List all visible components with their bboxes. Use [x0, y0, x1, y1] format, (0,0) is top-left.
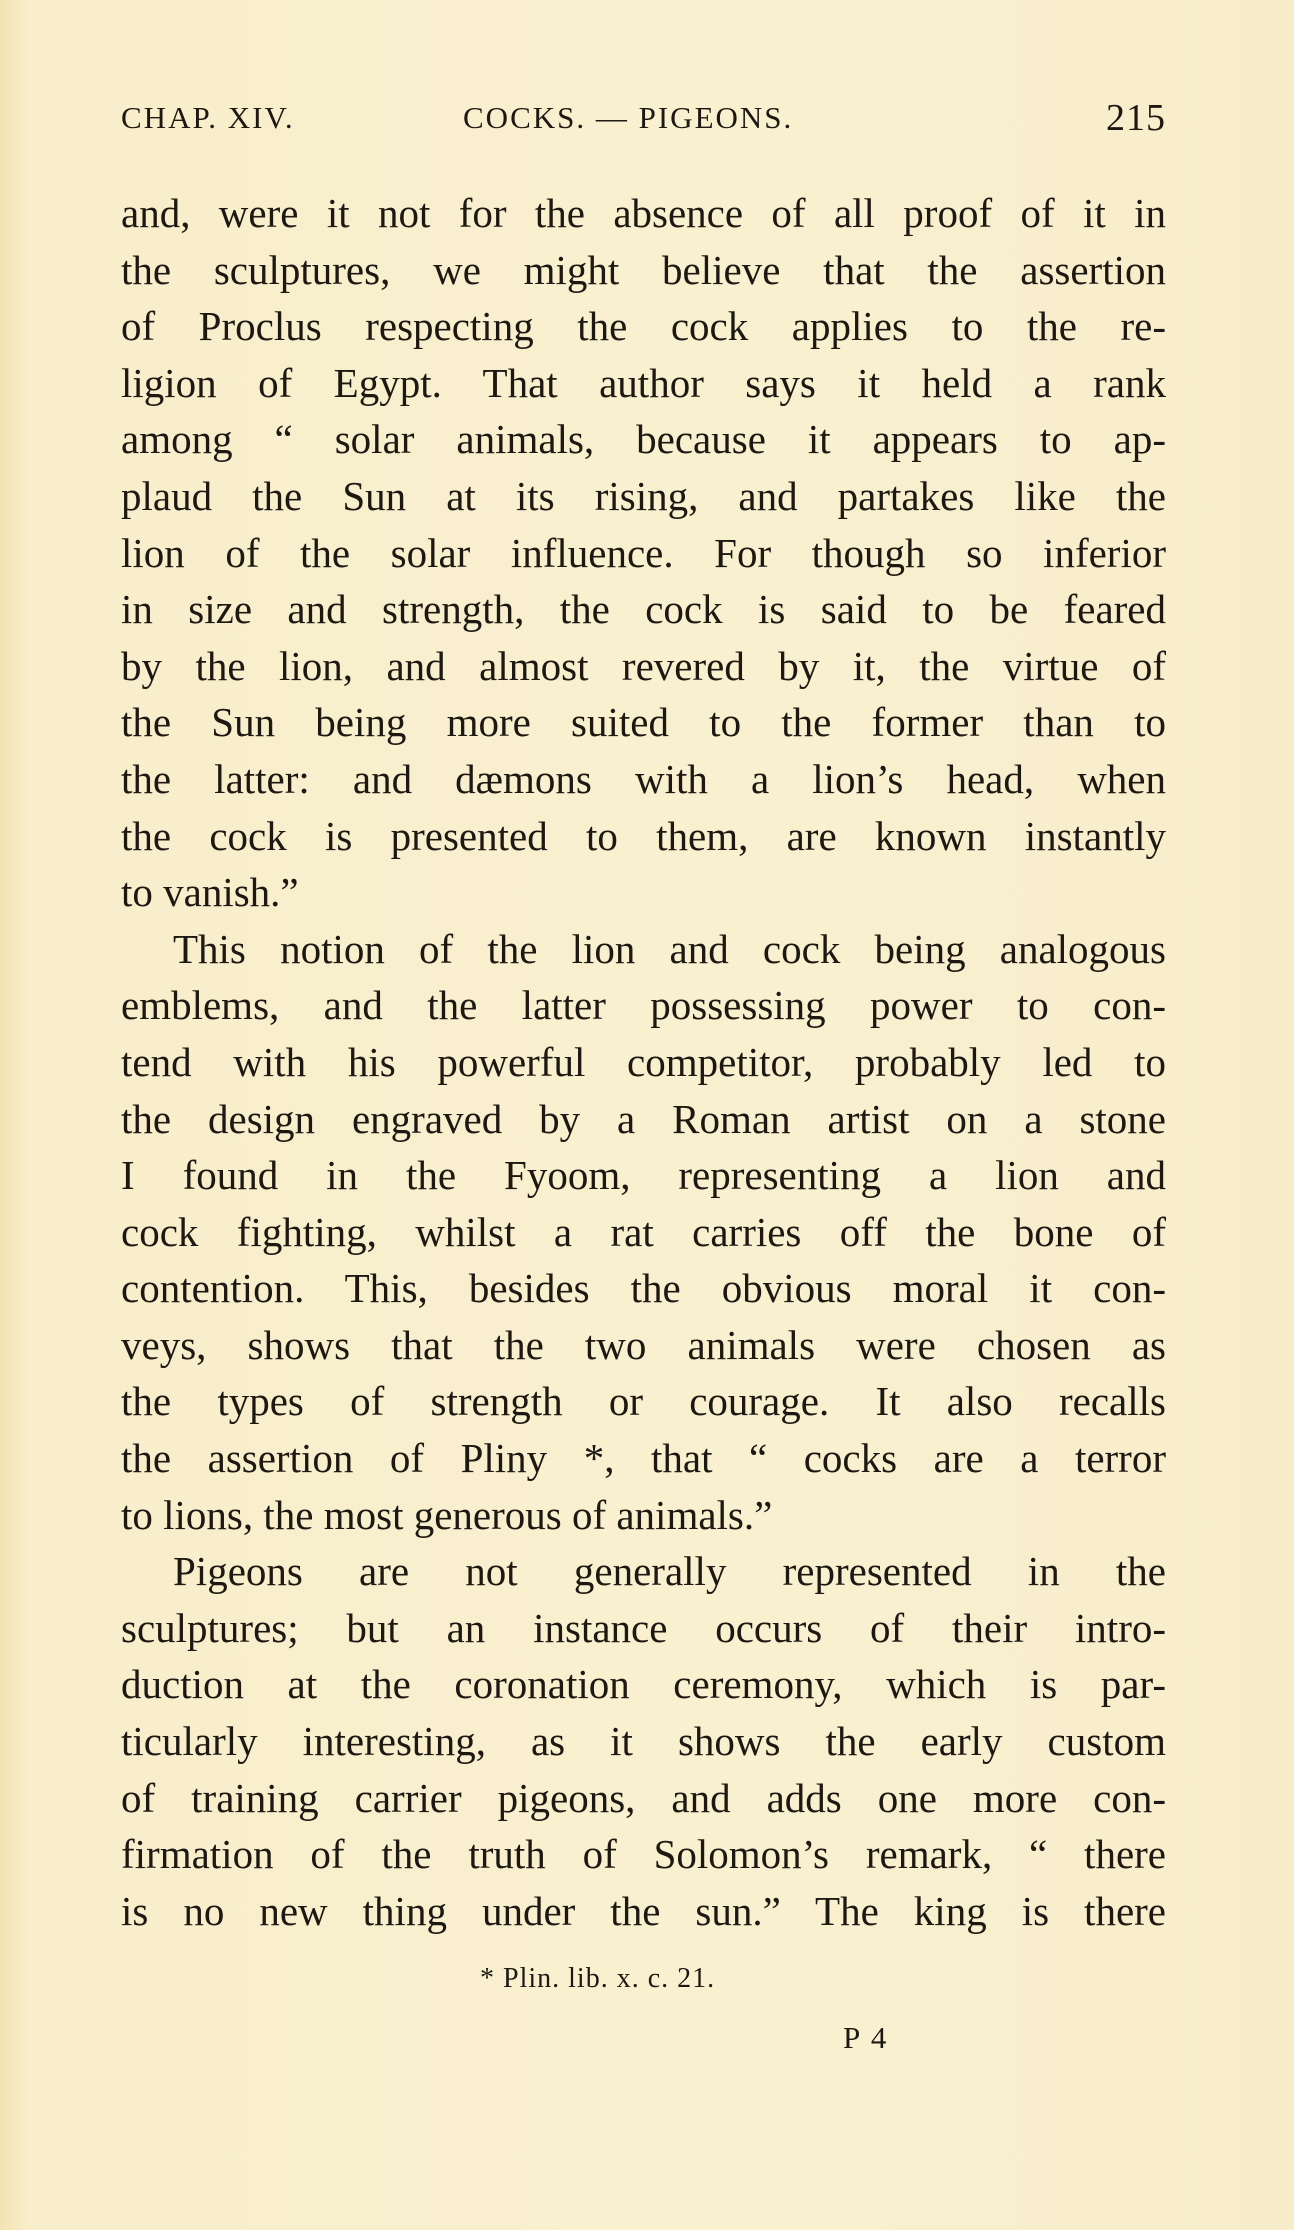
text-line: duction at the coronation ceremony, which is par-	[121, 1661, 1166, 1708]
text-line: ligion of Egypt. That author says it held a rank	[121, 359, 1166, 406]
text-line: by the lion, and almost revered by it, the virtue of	[121, 642, 1166, 689]
paragraph-start-line: This notion of the lion and cock being analogous	[173, 925, 1166, 972]
text-line: lion of the solar influence. For though so inferior	[121, 529, 1166, 576]
page-number: 215	[1106, 97, 1166, 139]
running-header	[121, 97, 1166, 146]
text-line: plaud the Sun at its rising, and partakes like the	[121, 472, 1166, 519]
text-line: the assertion of Pliny *, that “ cocks are a terror	[121, 1435, 1166, 1482]
text-line: the types of strength or courage. It also recalls	[121, 1378, 1166, 1425]
text-line: ticularly interesting, as it shows the early custom	[121, 1718, 1166, 1765]
text-line: tend with his powerful competitor, probably led to	[121, 1038, 1166, 1085]
text-line: in size and strength, the cock is said to be feared	[121, 586, 1166, 633]
text-line: cock fighting, whilst a rat carries off the bone of	[121, 1208, 1166, 1255]
body-text	[121, 185, 1166, 1939]
chapter-label: CHAP. XIV.	[121, 100, 295, 135]
text-line: the Sun being more suited to the former than to	[121, 699, 1166, 746]
text-line: and, were it not for the absence of all proof of it in	[121, 190, 1166, 236]
running-title: COCKS. — PIGEONS.	[463, 100, 794, 135]
text-line: the design engraved by a Roman artist on a stone	[121, 1095, 1166, 1142]
text-line: of Proclus respecting the cock applies to the re-	[121, 303, 1166, 350]
text-line: firmation of the truth of Solomon’s remark, “ there	[121, 1831, 1166, 1878]
text-line: the sculptures, we might believe that the assertion	[121, 246, 1166, 293]
text-line: to vanish.”	[121, 869, 299, 916]
text-line: sculptures; but an instance occurs of their intro-	[121, 1604, 1166, 1651]
signature-mark: P 4	[843, 2020, 889, 2055]
text-line: among “ solar animals, because it appears to ap-	[121, 416, 1166, 463]
paragraph-start-line: Pigeons are not generally represented in the	[173, 1548, 1166, 1595]
footnote: * Plin. lib. x. c. 21.	[480, 1963, 716, 1994]
text-line: veys, shows that the two animals were chosen as	[121, 1321, 1166, 1368]
text-line: the latter: and dæmons with a lion’s head, when	[121, 755, 1166, 802]
text-line: to lions, the most generous of animals.”	[121, 1491, 773, 1538]
text-line: is no new thing under the sun.” The king is there	[121, 1887, 1166, 1934]
text-line: of training carrier pigeons, and adds one more con-	[121, 1774, 1166, 1821]
text-line: I found in the Fyoom, representing a lion and	[121, 1152, 1166, 1199]
text-line: contention. This, besides the obvious moral it con-	[121, 1265, 1166, 1312]
text-line: emblems, and the latter possessing power to con-	[121, 982, 1166, 1029]
text-line: the cock is presented to them, are known instantly	[121, 812, 1166, 859]
